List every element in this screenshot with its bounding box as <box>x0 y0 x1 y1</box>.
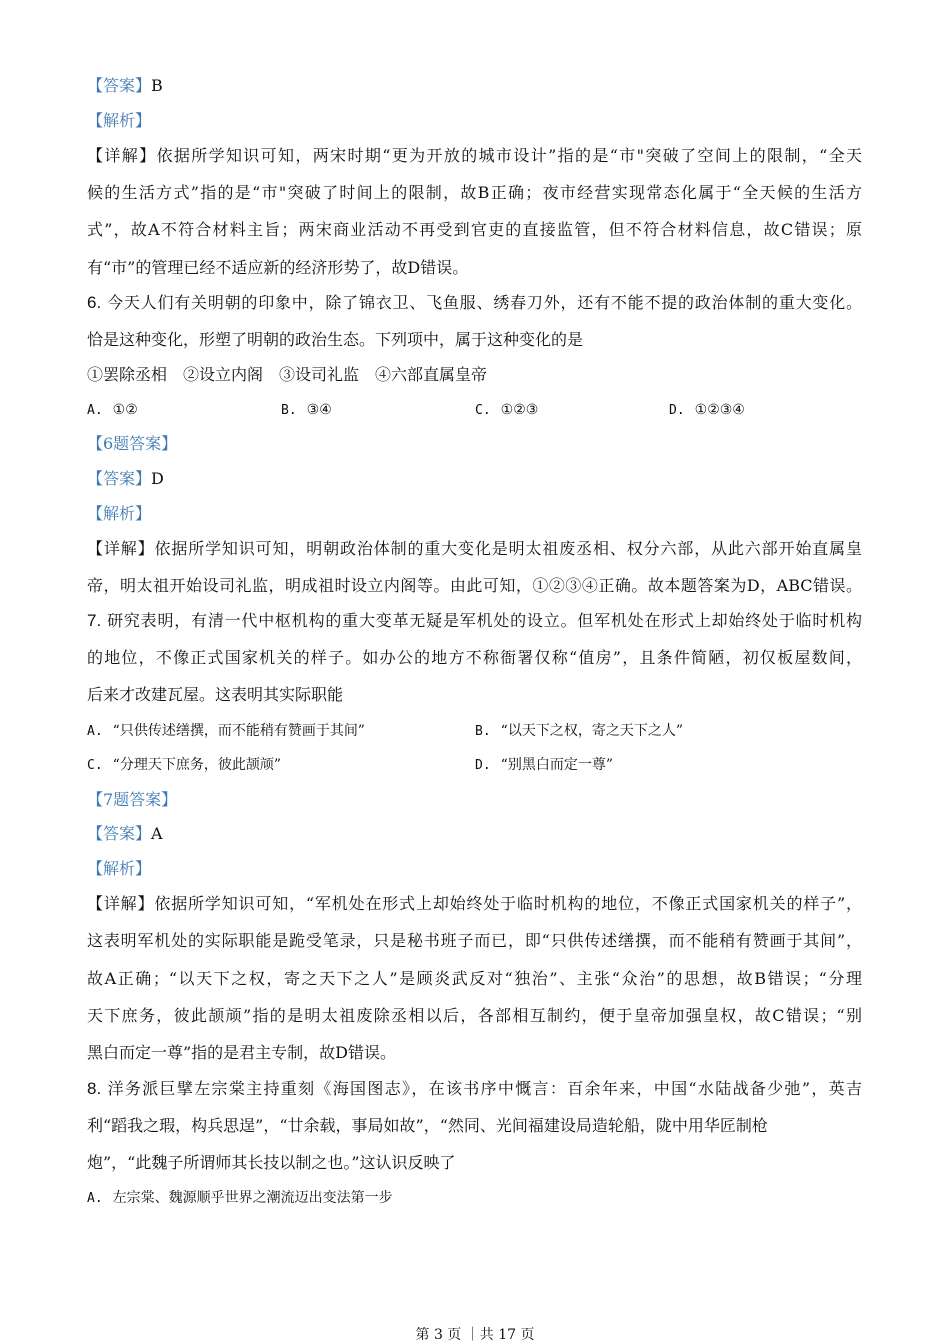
answer-value: A <box>151 824 163 843</box>
option-text: “只供传述缮撰，而不能稍有赞画于其间” <box>112 723 365 739</box>
q7-detail-line: 黑白而定一尊”指的是君主专制，故D错误。 <box>87 1043 397 1062</box>
option-key: C. <box>87 758 103 773</box>
answer-label: 【答案】 <box>87 469 152 488</box>
option-key: A. <box>87 403 103 418</box>
q5-detail-line: 有“市”的管理已经不适应新的经济形势了，故D错误。 <box>87 258 469 277</box>
q5-detail-line: 式”，故A不符合材料主旨；两宋商业活动不再受到官吏的直接监管，但不符合材料信息，故C错误；原 <box>87 220 862 239</box>
option-text: “以天下之权，寄之天下之人” <box>500 723 683 739</box>
option-key: D. <box>475 758 491 773</box>
q6-answer-header: 【6题答案】 <box>87 434 178 453</box>
q7-detail-line: 【详解】依据所学知识可知，“军机处在形式上却始终处于临时机构的地位，不像正式国家机关的样子”， <box>87 894 862 913</box>
option-key: B. <box>281 403 297 418</box>
q6-option-d <box>669 400 745 421</box>
option-key: A. <box>87 724 103 739</box>
q8-stem-line: 炮”，“此魏子所谓师其长技以制之也。”这认识反映了 <box>87 1153 456 1172</box>
q6-stem-line: 恰是这种变化，形塑了明朝的政治生态。下列项中，属于这种变化的是 <box>87 330 584 349</box>
q7-detail-line: 这表明军机处的实际职能是跪受笔录，只是秘书班子而已，即“只供传述缮撰，而不能稍有赞画于其间”， <box>87 931 862 950</box>
q7-stem <box>87 611 862 631</box>
option-text: ①② <box>112 402 138 418</box>
question-number: 6. <box>87 293 102 312</box>
q7-stem-line: 后来才改建瓦屋。这表明其实际职能 <box>87 685 344 704</box>
answer-label: 【答案】 <box>87 824 152 843</box>
q7-detail-line: 天下庶务，彼此颉颃”指的是明太祖废除丞相以后，各部相互制约，便于皇帝加强皇权，故C错误；“别 <box>87 1006 862 1025</box>
q6-detail-line: 帝，明太祖开始设司礼监，明成祖时设立内阁等。由此可知，①②③④正确。故本题答案为D，ABC错误。 <box>87 576 862 595</box>
option-text: “分理天下庶务，彼此颉颃” <box>112 757 281 773</box>
q8-option-a <box>87 1188 393 1209</box>
q7-detail-line: 故A正确；“以天下之权，寄之天下之人”是顾炎武反对“独治”、主张“众治”的思想，故B错误；“分理 <box>87 969 862 988</box>
question-number: 8. <box>87 1079 102 1098</box>
q7-analysis-label: 【解析】 <box>87 859 152 878</box>
q6-answer <box>87 469 862 489</box>
q5-detail-line: 候的生活方式”指的是“市"突破了时间上的限制，故B正确；夜市经营实现常态化属于“全天候的生活方 <box>87 183 862 202</box>
option-text: “别黑白而定一尊” <box>500 757 613 773</box>
option-key: B. <box>475 724 491 739</box>
q5-detail-line: 【详解】依据所学知识可知，两宋时期“更为开放的城市设计”指的是“市"突破了空间上的限制，“全天 <box>87 146 862 165</box>
q7-answer <box>87 824 862 844</box>
q7-option-d <box>475 755 613 776</box>
q7-option-b <box>475 721 683 742</box>
option-text: ③④ <box>306 402 332 418</box>
q6-option-c <box>475 400 538 421</box>
option-text: ①②③ <box>500 402 539 418</box>
option-key: D. <box>669 403 685 418</box>
q7-option-c <box>87 755 281 776</box>
q5-answer <box>87 76 862 96</box>
q6-option-a <box>87 400 138 421</box>
q8-stem-line: 利“蹈我之瑕，构兵思逞”，“廿余载，事局如故”，“然同、光间福建设局造轮船，陇中用华匠制枪 <box>87 1116 768 1135</box>
page-footer: 第 3 页 ｜共 17 页 <box>415 1327 535 1343</box>
q6-detail-line: 【详解】依据所学知识可知，明朝政治体制的重大变化是明太祖废丞相、权分六部，从此六部开始直属皇 <box>87 539 862 558</box>
answer-label: 【答案】 <box>87 76 152 95</box>
q6-stem-line: 今天人们有关明朝的印象中，除了锦衣卫、飞鱼服、绣春刀外，还有不能不提的政治体制的重大变化。 <box>107 293 862 312</box>
option-text: 左宗棠、魏源顺乎世界之潮流迈出变法第一步 <box>112 1190 393 1206</box>
q6-stem <box>87 293 862 313</box>
q7-stem-line: 的地位，不像正式国家机关的样子。如办公的地方不称衙署仅称“值房”，且条件简陋，初仅板屋数间， <box>87 648 862 667</box>
q6-statements: ①罢除丞相 ②设立内阁 ③设司礼监 ④六部直属皇帝 <box>87 365 488 384</box>
q8-stem <box>87 1079 862 1099</box>
q5-analysis-label: 【解析】 <box>87 111 152 130</box>
q7-answer-header: 【7题答案】 <box>87 790 178 809</box>
q6-analysis-label: 【解析】 <box>87 504 152 523</box>
q8-stem-line: 洋务派巨擘左宗棠主持重刻《海国图志》，在该书序中慨言：百余年来，中国“水陆战备少弛”，英吉 <box>107 1079 862 1098</box>
answer-value: B <box>151 76 163 95</box>
q7-stem-line: 研究表明，有清一代中枢机构的重大变革无疑是军机处的设立。但军机处在形式上却始终处于临时机构 <box>107 611 862 630</box>
answer-value: D <box>151 469 164 488</box>
option-text: ①②③④ <box>694 402 745 418</box>
q6-option-b <box>281 400 332 421</box>
option-key: A. <box>87 1191 103 1206</box>
option-key: C. <box>475 403 491 418</box>
q7-option-a <box>87 721 365 742</box>
question-number: 7. <box>87 611 102 630</box>
